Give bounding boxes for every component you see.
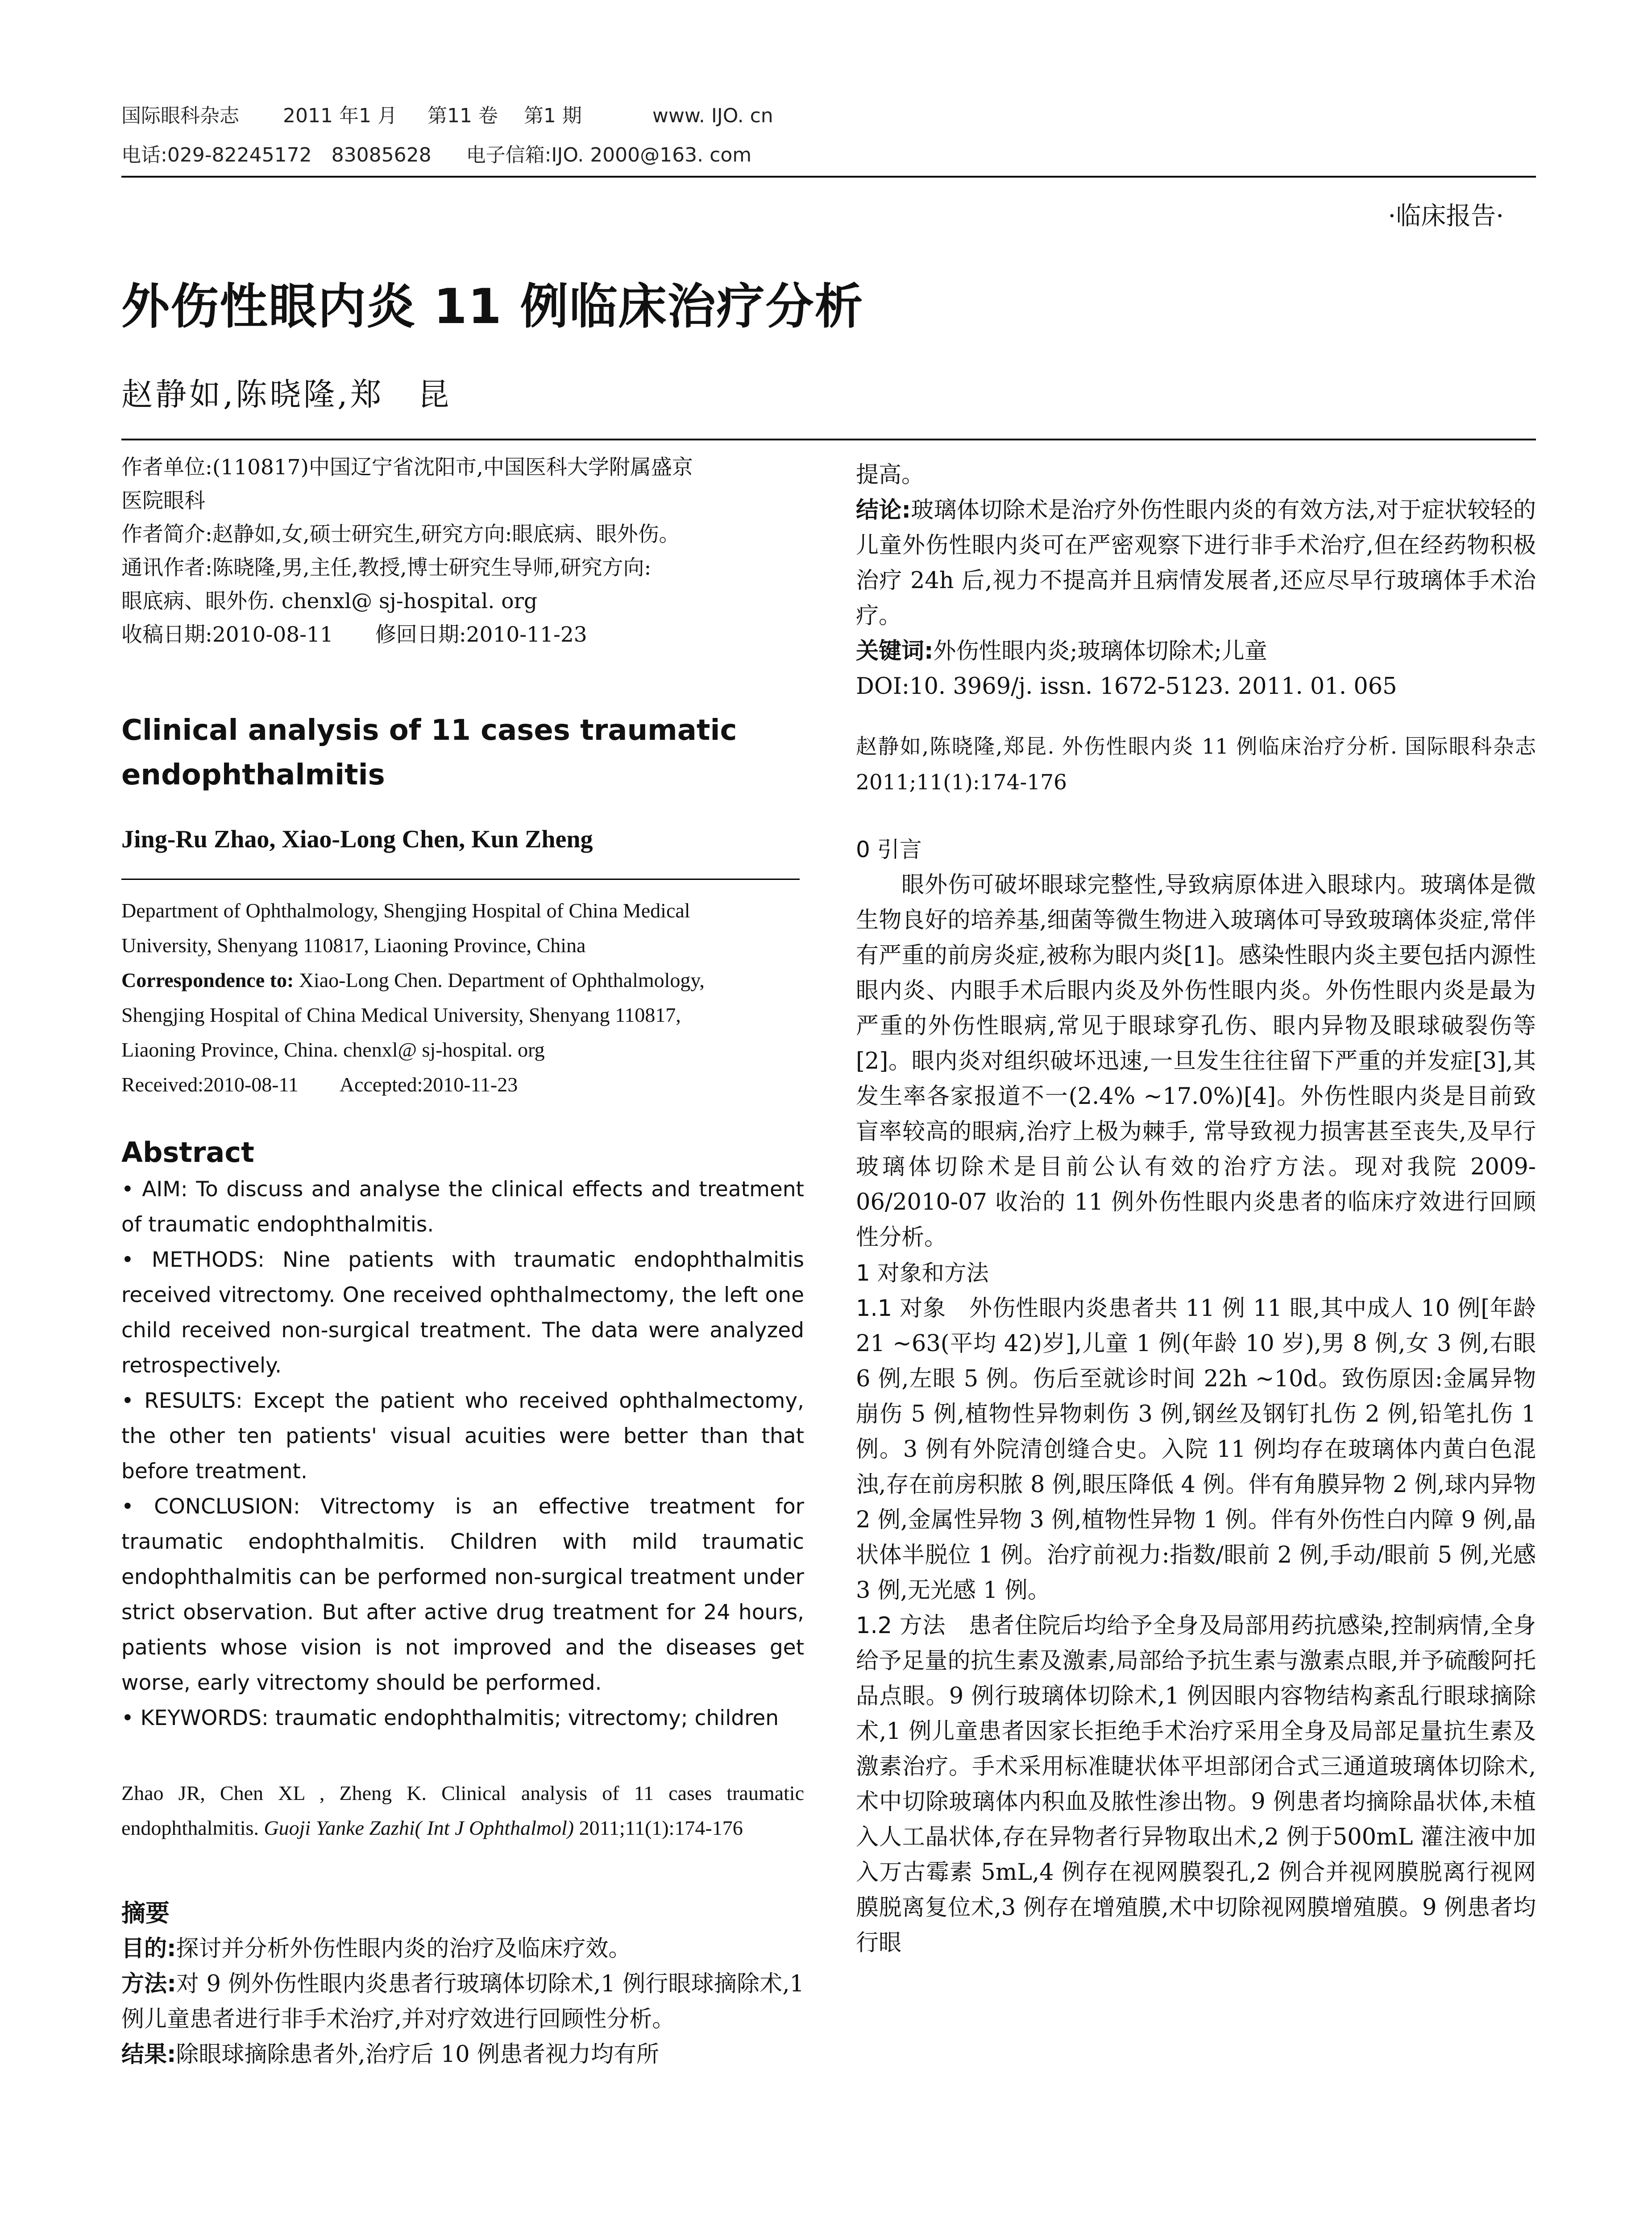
journal-header-line2 bbox=[121, 141, 880, 170]
correspondence bbox=[121, 963, 804, 998]
zhaiyao-heading: 摘要 bbox=[121, 1899, 170, 1927]
corr-line: Shengjing Hospital of China Medical University, Shenyang 110817, bbox=[121, 1004, 681, 1026]
methods-heading: 1 对象和方法 bbox=[856, 1260, 989, 1286]
intro-paragraph: 眼外伤可破坏眼球完整性,导致病原体进入眼球内。玻璃体是微生物良好的培养基,细菌等微生物进入玻璃体可导致玻璃体炎症,常伴有严重的前房炎症,被称为眼内炎[1]。感染性眼内炎主要包括内源性眼内炎、内眼手术后眼内炎及外伤性眼内炎。外伤性眼内炎是最为严重的外伤性眼病,常见于眼球穿孔伤、眼内异物及眼球破裂伤等[2]。眼内炎对组织破坏迅速,一旦发生往往留下严重的并发症[3],其发生率各家报道不一(2.4% ~17.0%)[4]。外伤性眼内炎是目前致盲率较高的眼病,治疗上极为棘手, 常导致视力损害甚至丧失,及早行玻璃体切除术是目前公认有效的治疗方法。现对我院 2009-06/2010-07 收治的 11 例外伤性眼内炎患者的临床疗效进行回顾性分析。 bbox=[856, 872, 1536, 1251]
affil-line: 作者简介:赵静如,女,硕士研究生,研究方向:眼底病、眼外伤。 bbox=[121, 522, 680, 547]
affil-line: 医院眼科 bbox=[121, 489, 205, 513]
email: 电子信箱:IJO. 2000@163. com bbox=[466, 144, 752, 166]
zhaiyao-results: 结果:除眼球摘除患者外,治疗后 10 例患者视力均有所 bbox=[121, 2041, 659, 2068]
abstract-conclusion: • CONCLUSION: Vitrectomy is an effective treatment for traumatic endophthalmitis. Children with mild traumatic endophthalmitis can be performed non-surgical treatment under strict observation. But after active drug treatment for 24 hours, patients whose vision is not improved and the diseases get worse, early vitrectomy should be performed. bbox=[121, 1489, 804, 1700]
abstract-keywords: • KEYWORDS: traumatic endophthalmitis; vitrectomy; children bbox=[121, 1700, 804, 1736]
corr-line: Xiao-Long Chen. Department of Ophthalmology, bbox=[294, 969, 705, 991]
english-authors: Jing-Ru Zhao, Xiao-Long Chen, Kun Zheng bbox=[121, 825, 593, 853]
subjects-label: 1.1 对象 bbox=[856, 1295, 946, 1322]
corr-line: Liaoning Province, China. chenxl@ sj-hospital. org bbox=[121, 1038, 545, 1061]
received-dates: Received:2010-08-11 Accepted:2010-11-23 bbox=[121, 1073, 518, 1096]
website: www. IJO. cn bbox=[652, 104, 773, 127]
zhaiyao-aim: 目的:探讨并分析外伤性眼内炎的治疗及临床疗效。 bbox=[121, 1936, 631, 1962]
abstract-methods: • METHODS: Nine patients with traumatic endophthalmitis received vitrectomy. One received ophthalmectomy, the left one child received non-surgical treatment. The data were analyzed retrospectively. bbox=[121, 1242, 804, 1383]
results-continued: 提高。 bbox=[856, 462, 925, 488]
affil-line: 收稿日期:2010-08-11 修回日期:2010-11-23 bbox=[121, 622, 587, 647]
abstract-aim: • AIM: To discuss and analyse the clinical effects and treatment of traumatic endophthalmitis. bbox=[121, 1172, 804, 1242]
conclusion-cn: 结论:玻璃体切除术是治疗外伤性眼内炎的有效方法,对于症状较轻的儿童外伤性眼内炎可在严密观察下进行非手术治疗,但在经药物积极治疗 24h 后,视力不提高并且病情发展者,还应尽早行玻璃体手术治疗。 bbox=[856, 497, 1536, 629]
english-citation: Zhao JR, Chen XL , Zheng K. Clinical analysis of 11 cases traumatic endophthalmitis. Guoji Yanke Zazhi( Int J Ophthalmol) 2011;11(1):174-176 bbox=[121, 1782, 804, 1839]
english-authors-rule bbox=[121, 879, 800, 880]
chinese-citation: 赵静如,陈晓隆,郑昆. 外伤性眼内炎 11 例临床治疗分析. 国际眼科杂志 2011;11(1):174-176 bbox=[856, 734, 1536, 795]
keywords-cn: 关键词:外伤性眼内炎;玻璃体切除术;儿童 bbox=[856, 638, 1267, 664]
authors-cn: 赵静如,陈晓隆,郑 昆 bbox=[121, 376, 452, 413]
zhaiyao-methods: 方法:对 9 例外伤性眼内炎患者行玻璃体切除术,1 例行眼球摘除术,1 例儿童患者进行非手术治疗,并对疗效进行回顾性分析。 bbox=[121, 1971, 804, 2032]
abstract-results: • RESULTS: Except the patient who received ophthalmectomy, the other ten patients' visual acuities were better than that before treatment. bbox=[121, 1383, 804, 1489]
methods-paragraph: 1.2 方法 患者住院后均给予全身及局部用药抗感染,控制病情,全身给予足量的抗生素及激素,局部给予抗生素与激素点眼,并予硫酸阿托品点眼。9 例行玻璃体切除术,1 例因眼内容物结构紊乱行眼球摘除术,1 例儿童患者因家长拒绝手术治疗采用全身及局部足量抗生素及激素治疗。手术采用标准睫状体平坦部闭合式三通道玻璃体切除术,术中切除玻璃体内积血及脓性渗出物。9 例患者均摘除晶状体,未植入人工晶状体,存在异物者行异物取出术,2 例于500mL 灌注液中加入万古霉素 5mL,4 例存在视网膜裂孔,2 例合并视网膜脱离行视网膜脱离复位术,3 例存在增殖膜,术中切除视网膜增殖膜。9 例患者均行眼 bbox=[856, 1613, 1536, 1956]
citation-journal: Guoji Yanke Zazhi( Int J Ophthalmol) bbox=[264, 1816, 574, 1839]
journal-name: 国际眼科杂志 bbox=[121, 104, 239, 127]
subjects-paragraph: 1.1 对象 外伤性眼内炎患者共 11 例 11 眼,其中成人 10 例[年龄 21 ~63(平均 42)岁],儿童 1 例(年龄 10 岁),男 8 例,女 3 例,右眼 6 例,左眼 5 例。伤后至就诊时间 22h ~10d。致伤原因:金属异物崩伤 5 例,植物性异物刺伤 3 例,钢丝及钢钉扎伤 2 例,铅笔扎伤 1 例。3 例有外院清创缝合史。入院 11 例均存在玻璃体内黄白色混浊,存在前房积脓 8 例,眼压降低 4 例。伴有角膜异物 2 例,球内异物 2 例,金属性异物 3 例,植物性异物 1 例。伴有外伤性白内障 9 例,晶状体半脱位 1 例。治疗前视力:指数/眼前 2 例,手动/眼前 5 例,光感 3 例,无光感 1 例。 bbox=[856, 1295, 1536, 1604]
dept-line: University, Shenyang 110817, Liaoning Province, China bbox=[121, 934, 586, 957]
doi: DOI:10. 3969/j. issn. 1672-5123. 2011. 01. 065 bbox=[856, 673, 1397, 700]
intro-heading: 0 引言 bbox=[856, 837, 922, 863]
affil-line: 通讯作者:陈晓隆,男,主任,教授,博士研究生导师,研究方向: bbox=[121, 556, 652, 580]
zhaiyao-body bbox=[121, 1931, 804, 2072]
affiliation-block bbox=[121, 451, 804, 667]
abstract-body bbox=[121, 1172, 804, 1736]
affil-line: 眼底病、眼外伤. chenxl@ sj-hospital. org bbox=[121, 589, 538, 614]
right-column bbox=[856, 457, 1536, 1961]
issue-date: 2011 年1 月 bbox=[283, 104, 397, 127]
article-title: 外伤性眼内炎 11 例临床治疗分析 bbox=[121, 279, 864, 335]
journal-header-line1 bbox=[121, 102, 880, 130]
volume: 第11 卷 bbox=[427, 104, 498, 127]
correspondence-label: Correspondence to: bbox=[121, 969, 294, 991]
english-title: Clinical analysis of 11 cases traumatic endophthalmitis bbox=[121, 714, 737, 792]
abstract-heading: Abstract bbox=[121, 1136, 254, 1169]
left-column bbox=[121, 451, 804, 2072]
issue: 第1 期 bbox=[523, 104, 582, 127]
section-tag: ·临床报告· bbox=[1388, 202, 1504, 231]
phone: 电话:029-82245172 83085628 bbox=[121, 144, 432, 166]
affil-line: 作者单位:(110817)中国辽宁省沈阳市,中国医科大学附属盛京 bbox=[121, 455, 693, 480]
department-block bbox=[121, 893, 804, 1102]
methods-label: 1.2 方法 bbox=[856, 1613, 946, 1639]
header-rule bbox=[121, 176, 1536, 178]
dept-line: Department of Ophthalmology, Shengjing Hospital of China Medical bbox=[121, 899, 690, 922]
authors-rule bbox=[121, 439, 1536, 440]
